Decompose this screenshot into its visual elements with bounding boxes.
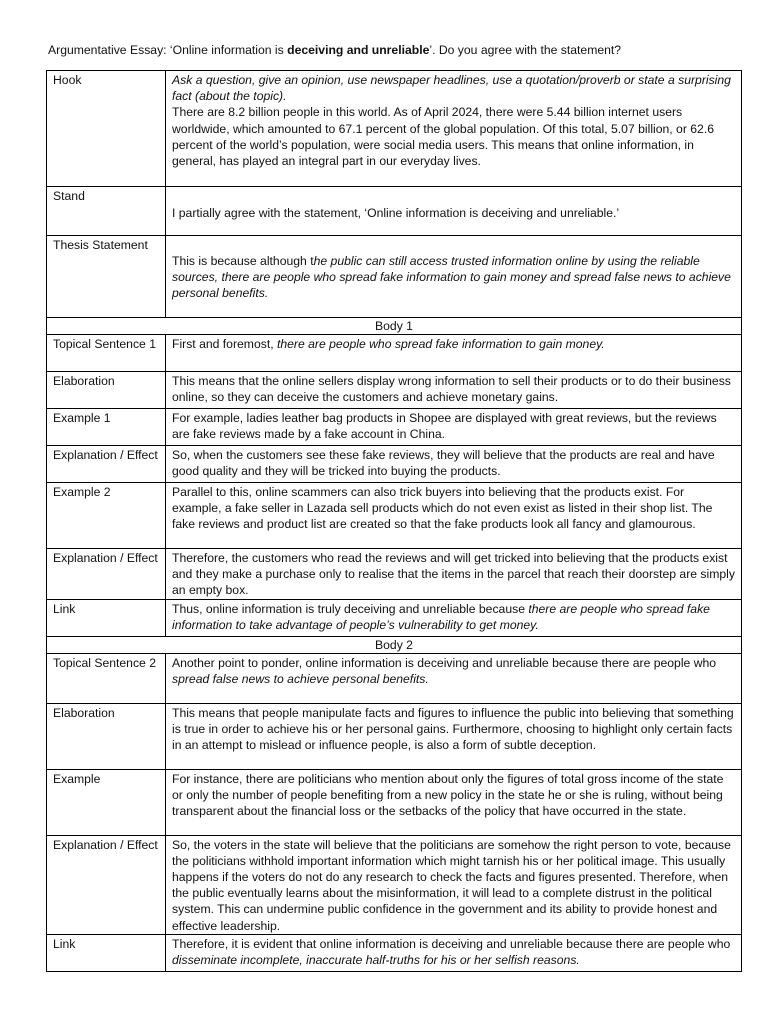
thesis-label: Thesis Statement xyxy=(47,236,166,318)
thesis-content xyxy=(166,236,742,318)
body1-link-content xyxy=(166,599,742,636)
table-row-body1-elaboration xyxy=(47,372,742,409)
hook-text: There are 8.2 billion people in this world. As of April 2024, there were 5.44 billion internet users worldwide, which amounted to 67.1 percent of the global population. Of this total, 5.07 billion, or 62.6 percent of the world’s population, were social media users. This means that online information, in general, has played an integral part in our everyday lives. xyxy=(172,105,715,169)
body2-link-label: Link xyxy=(47,934,166,971)
body2-topical-prefix: Another point to ponder, online information is deceiving and unreliable because there are people who xyxy=(172,655,717,670)
stand-text: I partially agree with the statement, ‘Online information is deceiving and unreliable.’ xyxy=(172,206,620,220)
hook-content xyxy=(166,71,742,187)
hook-instruction: Ask a question, give an opinion, use newspaper headlines, use a quotation/proverb or state a surprising fact (about the topic). xyxy=(172,73,731,104)
table-row-body1-example1 xyxy=(47,409,742,446)
table-row-body2-topical xyxy=(47,653,742,703)
essay-outline-table xyxy=(46,70,742,972)
body1-elaboration-label: Elaboration xyxy=(47,372,166,409)
table-row-body1-example2 xyxy=(47,483,742,549)
body1-explanation2-label: Explanation / Effect xyxy=(47,549,166,600)
body2-heading: Body 2 xyxy=(47,636,742,653)
body1-link-prefix: Thus, online information is truly deceiving and unreliable because xyxy=(172,601,529,616)
body1-heading: Body 1 xyxy=(47,318,742,335)
essay-title xyxy=(48,42,621,58)
table-row-body2-elaboration xyxy=(47,703,742,769)
table-row-hook xyxy=(47,71,742,187)
body1-example2-text: Parallel to this, online scammers can also trick buyers into believing that the products exist. For example, a fake seller in Lazada sell products which do not even exist as listed in their shop list. The fake reviews and product list are created so that the fake products look all fancy and glamourous. xyxy=(166,483,742,549)
body1-topical-content xyxy=(166,335,742,372)
table-row-body2-link xyxy=(47,934,742,971)
body1-elaboration-text: This means that the online sellers display wrong information to sell their products or to do their business online, so they can deceive the customers and achieve monetary gains. xyxy=(166,372,742,409)
body1-explanation1-text: So, when the customers see these fake reviews, they will believe that the products are real and have good quality and they will be tricked into buying the products. xyxy=(166,446,742,483)
body2-explanation-text: So, the voters in the state will believe that the politicians are somehow the right person to vote, because the politicians withhold important information which might tarnish his or her political image. This usually happens if the voters do not do any research to check the facts and figures presented. Therefore, when the public eventually learns about the misinformation, it will lead to a complete distrust in the political system. This can undermine public confidence in the government and its ability to provide honest and effective leadership. xyxy=(166,835,742,934)
table-row-body1-heading xyxy=(47,318,742,335)
body1-explanation2-text: Therefore, the customers who read the reviews and will get tricked into believing that the products exist and they make a purchase only to realise that the items in the parcel that reach their doorstep are simply an empty box. xyxy=(166,549,742,600)
body1-topical-prefix: First and foremost, xyxy=(172,337,277,351)
body2-elaboration-label: Elaboration xyxy=(47,703,166,769)
body1-example1-text: For example, ladies leather bag products in Shopee are displayed with great reviews, but the reviews are fake reviews made by a fake account in China. xyxy=(166,409,742,446)
body1-topical-label: Topical Sentence 1 xyxy=(47,335,166,372)
table-row-body1-explanation2 xyxy=(47,549,742,600)
table-row-body1-explanation1 xyxy=(47,446,742,483)
title-suffix: ’. Do you agree with the statement? xyxy=(429,43,622,57)
body1-link-italic: there are people who spread fake information to take advantage of people’s vulnerability to get money. xyxy=(172,601,710,632)
body1-example2-label: Example 2 xyxy=(47,483,166,549)
thesis-italic: he public can still access trusted information online by using the reliable sources, there are people who spread fake information to gain money and spread false news to achieve personal benefits. xyxy=(172,254,731,301)
table-row-stand xyxy=(47,187,742,236)
body2-topical-label: Topical Sentence 2 xyxy=(47,653,166,703)
hook-label: Hook xyxy=(47,71,166,187)
table-row-body1-link xyxy=(47,599,742,636)
body1-link-label: Link xyxy=(47,599,166,636)
body2-topical-content xyxy=(166,653,742,703)
body1-topical-italic: there are people who spread fake information to gain money. xyxy=(276,337,605,351)
table-row-body2-explanation xyxy=(47,835,742,934)
title-bold: deceiving and unreliable xyxy=(287,43,430,57)
body2-example-text: For instance, there are politicians who mention about only the figures of total gross income of the state or only the number of people benefiting from a new policy in the state he or she is ruling, without being transparent about the financial loss or the setbacks of the policy that have occurred in the state. xyxy=(166,769,742,835)
body2-link-prefix: Therefore, it is evident that online information is deceiving and unreliable because there are people who xyxy=(172,936,731,951)
body1-explanation1-label: Explanation / Effect xyxy=(47,446,166,483)
body2-topical-italic: spread false news to achieve personal benefits. xyxy=(172,671,429,686)
body2-explanation-label: Explanation / Effect xyxy=(47,835,166,934)
stand-content xyxy=(166,187,742,236)
body2-link-content xyxy=(166,934,742,971)
body1-example1-label: Example 1 xyxy=(47,409,166,446)
thesis-prefix: This is because although t xyxy=(172,254,314,268)
body2-example-label: Example xyxy=(47,769,166,835)
stand-label: Stand xyxy=(47,187,166,236)
body2-link-italic: disseminate incomplete, inaccurate half-truths for his or her selfish reasons. xyxy=(172,953,580,968)
table-row-body1-topical xyxy=(47,335,742,372)
table-row-body2-heading xyxy=(47,636,742,653)
table-row-body2-example xyxy=(47,769,742,835)
title-prefix: Argumentative Essay: ‘Online information is xyxy=(48,43,288,57)
body2-elaboration-text: This means that people manipulate facts and figures to influence the public into believing that something is true in order to achieve his or her personal gains. Furthermore, choosing to highlight only certain facts in an attempt to mislead or influence people, is also a form of subtle deception. xyxy=(166,703,742,769)
table-row-thesis xyxy=(47,236,742,318)
